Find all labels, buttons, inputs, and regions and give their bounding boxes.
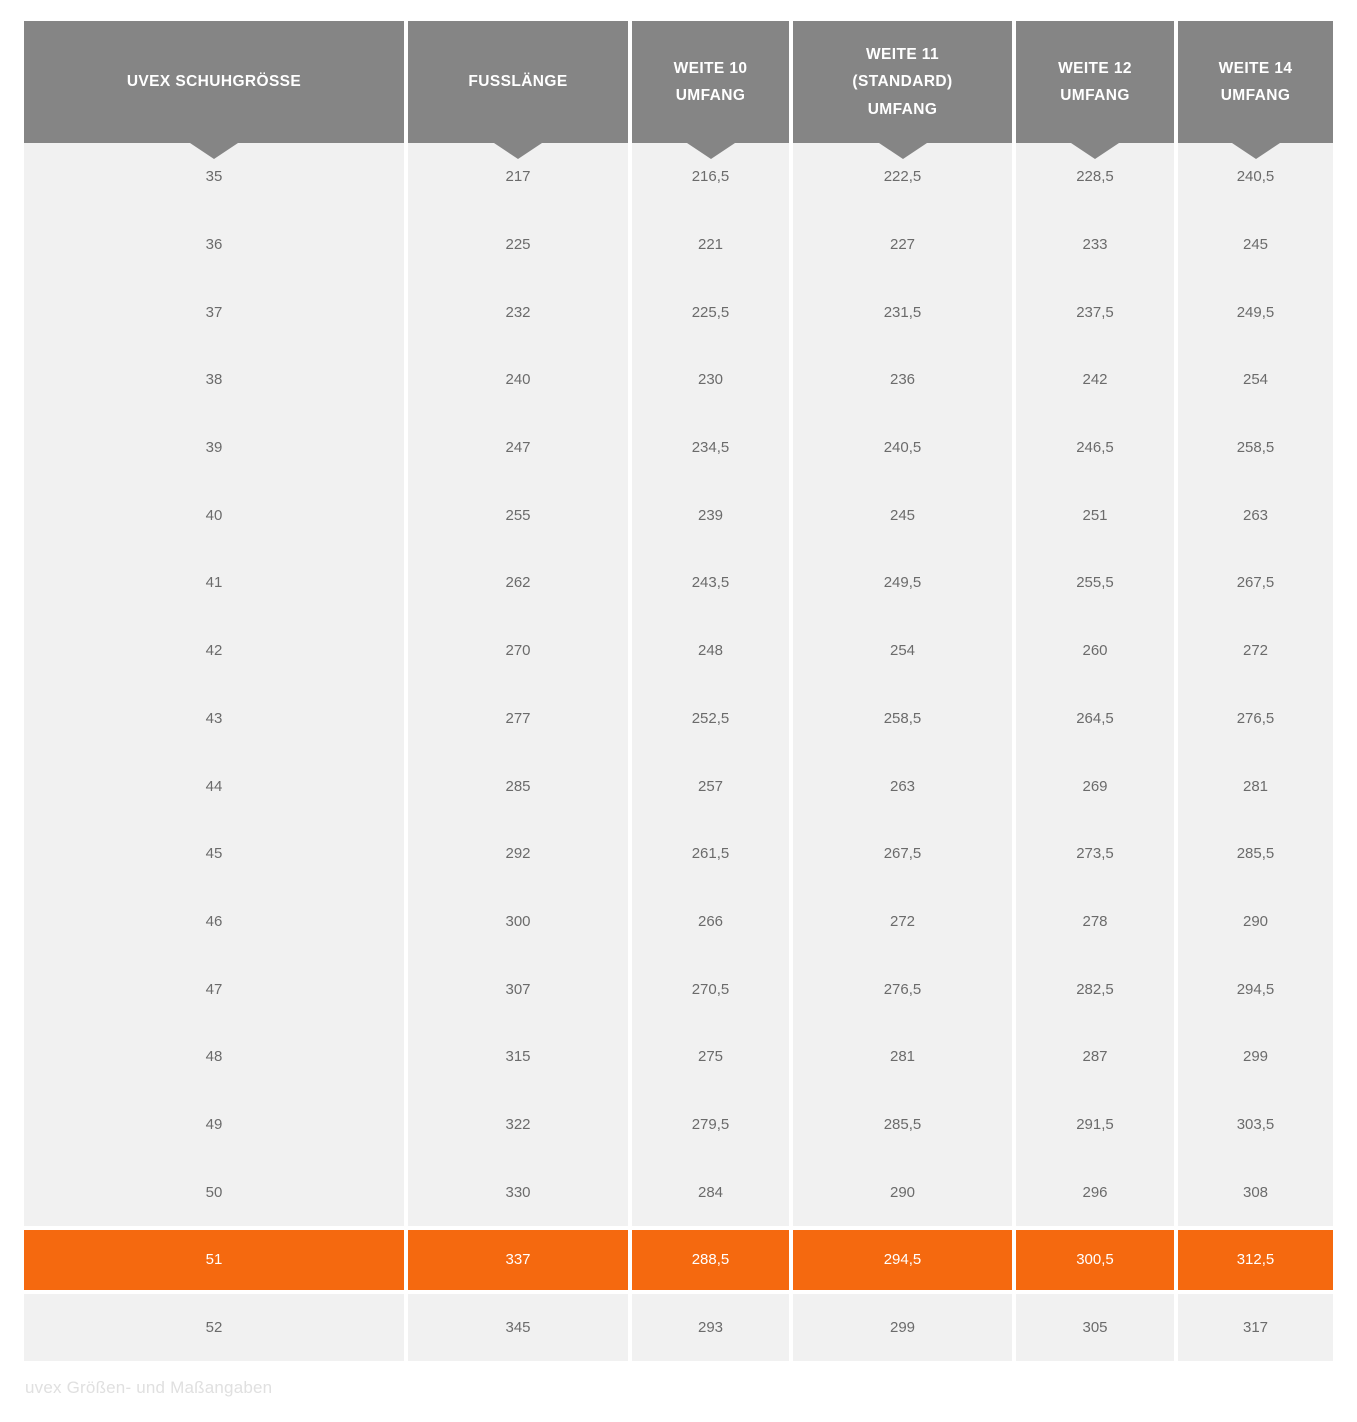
cell-width-10: 230 — [632, 346, 789, 414]
cell-width-11-standard: 240,5 — [793, 414, 1012, 482]
table-row-size-36[interactable] — [24, 211, 1333, 279]
column-header-width-11-standard — [793, 21, 1012, 143]
cell-width-11-standard: 258,5 — [793, 685, 1012, 753]
column-header-line: UMFANG — [675, 87, 746, 104]
table-body — [24, 143, 1333, 1361]
cell-shoe-size: 40 — [24, 481, 404, 549]
cell-width-11-standard: 276,5 — [793, 955, 1012, 1023]
cell-shoe-size: 43 — [24, 685, 404, 753]
table-row-size-38[interactable] — [24, 346, 1333, 414]
cell-width-10: 221 — [632, 211, 789, 279]
cell-width-14: 281 — [1178, 752, 1333, 820]
cell-width-10: 234,5 — [632, 414, 789, 482]
cell-width-12: 246,5 — [1016, 414, 1174, 482]
cell-width-11-standard: 272 — [793, 888, 1012, 956]
cell-shoe-size: 45 — [24, 820, 404, 888]
column-header-line: WEITE 11 — [866, 46, 939, 64]
cell-width-12: 305 — [1016, 1294, 1174, 1362]
cell-width-14: 254 — [1178, 346, 1333, 414]
table-row-size-51[interactable] — [24, 1226, 1333, 1294]
column-header-line: WEITE 10 — [673, 59, 748, 77]
cell-width-14: 317 — [1178, 1294, 1333, 1362]
cell-foot-length: 232 — [408, 278, 628, 346]
cell-foot-length: 307 — [408, 955, 628, 1023]
cell-foot-length: 285 — [408, 752, 628, 820]
cell-width-11-standard: 249,5 — [793, 549, 1012, 617]
cell-width-11-standard: 254 — [793, 617, 1012, 685]
cell-width-11-standard: 294,5 — [793, 1226, 1012, 1294]
cell-shoe-size: 36 — [24, 211, 404, 279]
cell-width-10: 216,5 — [632, 143, 789, 211]
column-header-line: WEITE 12 — [1058, 59, 1132, 77]
cell-foot-length: 277 — [408, 685, 628, 753]
table-row-size-48[interactable] — [24, 1023, 1333, 1091]
table-row-size-47[interactable] — [24, 955, 1333, 1023]
cell-width-12: 291,5 — [1016, 1091, 1174, 1159]
table-row-size-49[interactable] — [24, 1091, 1333, 1159]
cell-shoe-size: 38 — [24, 346, 404, 414]
table-row-size-42[interactable] — [24, 617, 1333, 685]
cell-foot-length: 337 — [408, 1226, 628, 1294]
cell-width-10: 279,5 — [632, 1091, 789, 1159]
cell-width-12: 300,5 — [1016, 1226, 1174, 1294]
cell-foot-length: 292 — [408, 820, 628, 888]
cell-width-11-standard: 263 — [793, 752, 1012, 820]
column-header-line: FUSSLÄNGE — [468, 73, 568, 91]
table-row-size-39[interactable] — [24, 414, 1333, 482]
cell-width-11-standard: 299 — [793, 1294, 1012, 1362]
cell-width-11-standard: 227 — [793, 211, 1012, 279]
table-caption: uvex Größen- und Maßangaben — [25, 1378, 273, 1397]
cell-width-12: 233 — [1016, 211, 1174, 279]
cell-width-14: 290 — [1178, 888, 1333, 956]
table-row-size-43[interactable] — [24, 685, 1333, 753]
cell-foot-length: 247 — [408, 414, 628, 482]
cell-width-10: 275 — [632, 1023, 789, 1091]
cell-width-10: 270,5 — [632, 955, 789, 1023]
table-row-size-37[interactable] — [24, 278, 1333, 346]
cell-width-14: 303,5 — [1178, 1091, 1333, 1159]
cell-shoe-size: 39 — [24, 414, 404, 482]
cell-shoe-size: 44 — [24, 752, 404, 820]
cell-width-12: 296 — [1016, 1158, 1174, 1226]
cell-width-14: 299 — [1178, 1023, 1333, 1091]
table-row-size-44[interactable] — [24, 752, 1333, 820]
table-row-size-50[interactable] — [24, 1158, 1333, 1226]
cell-width-10: 293 — [632, 1294, 789, 1362]
cell-foot-length: 270 — [408, 617, 628, 685]
column-header-shoe-size — [24, 21, 404, 143]
column-header-width-12 — [1016, 21, 1174, 143]
cell-width-14: 258,5 — [1178, 414, 1333, 482]
table-row-size-45[interactable] — [24, 820, 1333, 888]
cell-shoe-size: 47 — [24, 955, 404, 1023]
cell-width-11-standard: 281 — [793, 1023, 1012, 1091]
column-header-line: UMFANG — [867, 100, 938, 118]
cell-width-12: 237,5 — [1016, 278, 1174, 346]
cell-width-14: 240,5 — [1178, 143, 1333, 211]
cell-width-12: 255,5 — [1016, 549, 1174, 617]
cell-width-10: 266 — [632, 888, 789, 956]
cell-foot-length: 217 — [408, 143, 628, 211]
cell-width-11-standard: 285,5 — [793, 1091, 1012, 1159]
cell-width-12: 264,5 — [1016, 685, 1174, 753]
cell-width-12: 228,5 — [1016, 143, 1174, 211]
column-header-line: (STANDARD) — [852, 73, 953, 91]
cell-width-14: 294,5 — [1178, 955, 1333, 1023]
cell-foot-length: 262 — [408, 549, 628, 617]
cell-shoe-size: 35 — [24, 143, 404, 211]
column-header-line: UVEX SCHUHGRÖSSE — [126, 73, 302, 91]
cell-width-14: 308 — [1178, 1158, 1333, 1226]
cell-shoe-size: 46 — [24, 888, 404, 956]
cell-shoe-size: 41 — [24, 549, 404, 617]
cell-width-14: 285,5 — [1178, 820, 1333, 888]
size-table — [24, 21, 1333, 1361]
cell-width-11-standard: 222,5 — [793, 143, 1012, 211]
cell-width-12: 251 — [1016, 481, 1174, 549]
column-header-width-10 — [632, 21, 789, 143]
cell-width-14: 276,5 — [1178, 685, 1333, 753]
cell-shoe-size: 42 — [24, 617, 404, 685]
cell-shoe-size: 52 — [24, 1294, 404, 1362]
table-header-row — [24, 21, 1333, 143]
column-header-line: WEITE 14 — [1218, 59, 1293, 77]
cell-shoe-size: 50 — [24, 1158, 404, 1226]
cell-width-10: 248 — [632, 617, 789, 685]
column-header-line: UMFANG — [1220, 87, 1291, 104]
cell-width-12: 242 — [1016, 346, 1174, 414]
cell-width-14: 263 — [1178, 481, 1333, 549]
cell-width-11-standard: 290 — [793, 1158, 1012, 1226]
cell-width-10: 225,5 — [632, 278, 789, 346]
cell-width-11-standard: 267,5 — [793, 820, 1012, 888]
cell-width-14: 249,5 — [1178, 278, 1333, 346]
cell-width-14: 312,5 — [1178, 1226, 1333, 1294]
column-header-width-14 — [1178, 21, 1333, 143]
cell-width-14: 267,5 — [1178, 549, 1333, 617]
cell-foot-length: 345 — [408, 1294, 628, 1362]
cell-foot-length: 330 — [408, 1158, 628, 1226]
cell-foot-length: 300 — [408, 888, 628, 956]
table-row-size-46[interactable] — [24, 888, 1333, 956]
cell-foot-length: 322 — [408, 1091, 628, 1159]
column-header-foot-length — [408, 21, 628, 143]
cell-shoe-size: 49 — [24, 1091, 404, 1159]
cell-width-10: 257 — [632, 752, 789, 820]
cell-width-11-standard: 236 — [793, 346, 1012, 414]
cell-width-14: 272 — [1178, 617, 1333, 685]
cell-foot-length: 315 — [408, 1023, 628, 1091]
cell-width-14: 245 — [1178, 211, 1333, 279]
cell-width-10: 261,5 — [632, 820, 789, 888]
cell-width-11-standard: 245 — [793, 481, 1012, 549]
cell-foot-length: 240 — [408, 346, 628, 414]
cell-width-10: 243,5 — [632, 549, 789, 617]
cell-width-12: 269 — [1016, 752, 1174, 820]
cell-width-11-standard: 231,5 — [793, 278, 1012, 346]
table-row-size-40[interactable] — [24, 481, 1333, 549]
table-row-size-41[interactable] — [24, 549, 1333, 617]
cell-width-10: 252,5 — [632, 685, 789, 753]
column-header-line: UMFANG — [1060, 87, 1130, 104]
cell-shoe-size: 37 — [24, 278, 404, 346]
cell-shoe-size: 48 — [24, 1023, 404, 1091]
cell-foot-length: 225 — [408, 211, 628, 279]
cell-width-12: 273,5 — [1016, 820, 1174, 888]
cell-width-10: 239 — [632, 481, 789, 549]
cell-width-10: 284 — [632, 1158, 789, 1226]
cell-width-12: 278 — [1016, 888, 1174, 956]
cell-width-12: 287 — [1016, 1023, 1174, 1091]
cell-shoe-size: 51 — [24, 1226, 404, 1294]
cell-width-12: 282,5 — [1016, 955, 1174, 1023]
cell-foot-length: 255 — [408, 481, 628, 549]
cell-width-12: 260 — [1016, 617, 1174, 685]
table-row-size-52[interactable] — [24, 1294, 1333, 1362]
cell-width-10: 288,5 — [632, 1226, 789, 1294]
